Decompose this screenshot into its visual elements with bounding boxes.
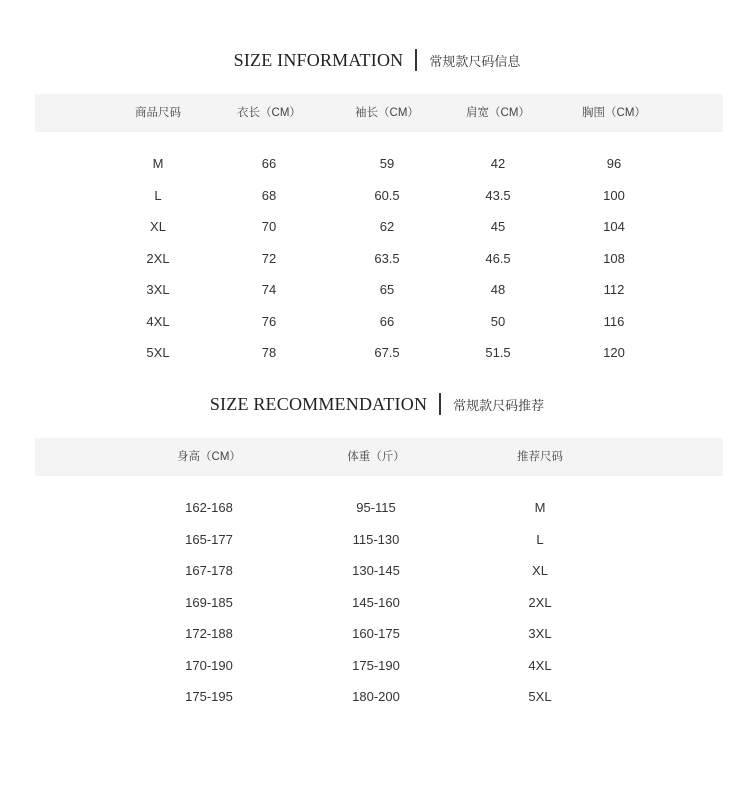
size-recommendation-table-cell: 175-195 — [185, 689, 233, 704]
size-recommendation-table-cell: 175-190 — [352, 657, 400, 673]
size-information-table-cell: 108 — [603, 250, 625, 266]
size-information-table-cell: 112 — [603, 282, 625, 297]
size-information-table-cell: 43.5 — [485, 187, 511, 203]
size-information-table-cell: 48 — [490, 282, 506, 297]
size-information-table-cell: 3XL — [146, 282, 170, 297]
size-recommendation-table-cell: 115-130 — [352, 531, 400, 547]
size-information-table-cell: M — [152, 156, 164, 171]
size-information-table-cell: 2XL — [146, 250, 170, 266]
size-information-table-cell: 60.5 — [374, 187, 400, 203]
size-information-table-cell: 67.5 — [374, 345, 400, 360]
size-recommendation-table-cell: 3XL — [528, 626, 552, 641]
size-information-header-cell: 衣长（CM） — [237, 107, 301, 119]
size-recommendation-table-cell: 170-190 — [185, 657, 233, 673]
size-information-table-cell: 76 — [261, 313, 277, 329]
size-recommendation-table-cell: 172-188 — [185, 626, 233, 641]
size-information-table-cell: L — [154, 187, 162, 203]
size-recommendation-table-cell: 167-178 — [185, 563, 233, 578]
size-recommendation-title — [2, 389, 750, 419]
size-recommendation-header-cell: 体重（斤） — [347, 451, 405, 463]
size-information-table-cell: 63.5 — [374, 250, 400, 266]
size-recommendation-table-cell: 4XL — [528, 657, 552, 673]
size-information-table-cell: XL — [150, 219, 166, 234]
size-information-title-en: SIZE INFORMATION — [233, 49, 404, 70]
size-information-table-cell: 65 — [379, 282, 395, 297]
size-information-title — [2, 45, 750, 75]
size-information-header-cell: 袖长（CM） — [355, 107, 419, 119]
size-recommendation-title-en: SIZE RECOMMENDATION — [209, 393, 428, 414]
size-recommendation-table-cell: XL — [532, 563, 548, 578]
size-information-header-cell: 胸围（CM） — [582, 107, 646, 119]
size-information-table-cell: 4XL — [146, 313, 170, 329]
size-information-table-cell: 116 — [603, 313, 625, 329]
size-information-table-cell: 50 — [490, 313, 506, 329]
size-recommendation-table-cell: 95-115 — [356, 500, 396, 515]
size-information-table-cell: 96 — [606, 156, 622, 171]
size-recommendation-header-cell: 身高（CM） — [177, 451, 241, 463]
size-recommendation-table-cell: L — [536, 531, 544, 547]
size-information-table-cell: 78 — [261, 345, 277, 360]
size-information-table-cell: 46.5 — [485, 250, 511, 266]
size-recommendation-table-cell: 145-160 — [352, 594, 400, 610]
size-information-header-cell: 肩宽（CM） — [466, 107, 530, 119]
size-information-table-cell: 5XL — [146, 345, 170, 360]
size-recommendation-table-cell: 160-175 — [352, 626, 400, 641]
size-recommendation-title-cn: 常规款尺码推荐 — [453, 397, 545, 413]
size-information-table-cell: 59 — [379, 156, 395, 171]
size-recommendation-table-cell: 5XL — [528, 689, 552, 704]
title-divider — [415, 49, 417, 71]
size-information-table-cell: 62 — [379, 219, 395, 234]
size-recommendation-table-cell: 165-177 — [185, 531, 233, 547]
size-information-header-cell: 商品尺码 — [135, 107, 181, 119]
size-recommendation-table-cell: 180-200 — [352, 689, 400, 704]
size-recommendation-table-cell: 169-185 — [185, 594, 233, 610]
size-information-table-cell: 72 — [261, 250, 277, 266]
size-recommendation-table-cell: 162-168 — [185, 500, 233, 515]
size-information-table-cell: 66 — [261, 156, 277, 171]
size-information-table-cell: 51.5 — [485, 345, 511, 360]
size-information-table-cell: 74 — [261, 282, 277, 297]
size-information-table-cell: 42 — [490, 156, 506, 171]
size-information-table-cell: 120 — [603, 345, 625, 360]
size-information-table-cell: 104 — [603, 219, 625, 234]
size-information-table-cell: 68 — [261, 187, 277, 203]
size-information-table-cell: 70 — [261, 219, 277, 234]
title-divider — [439, 393, 441, 415]
size-information-table-cell: 45 — [490, 219, 506, 234]
size-information-table-cell: 100 — [603, 187, 625, 203]
size-information-title-cn: 常规款尺码信息 — [429, 53, 521, 69]
size-recommendation-table-cell: 130-145 — [352, 563, 400, 578]
size-recommendation-table-cell: 2XL — [528, 594, 552, 610]
size-information-table-cell: 66 — [379, 313, 395, 329]
size-recommendation-table-cell: M — [534, 500, 546, 515]
size-recommendation-header-cell: 推荐尺码 — [517, 451, 563, 463]
